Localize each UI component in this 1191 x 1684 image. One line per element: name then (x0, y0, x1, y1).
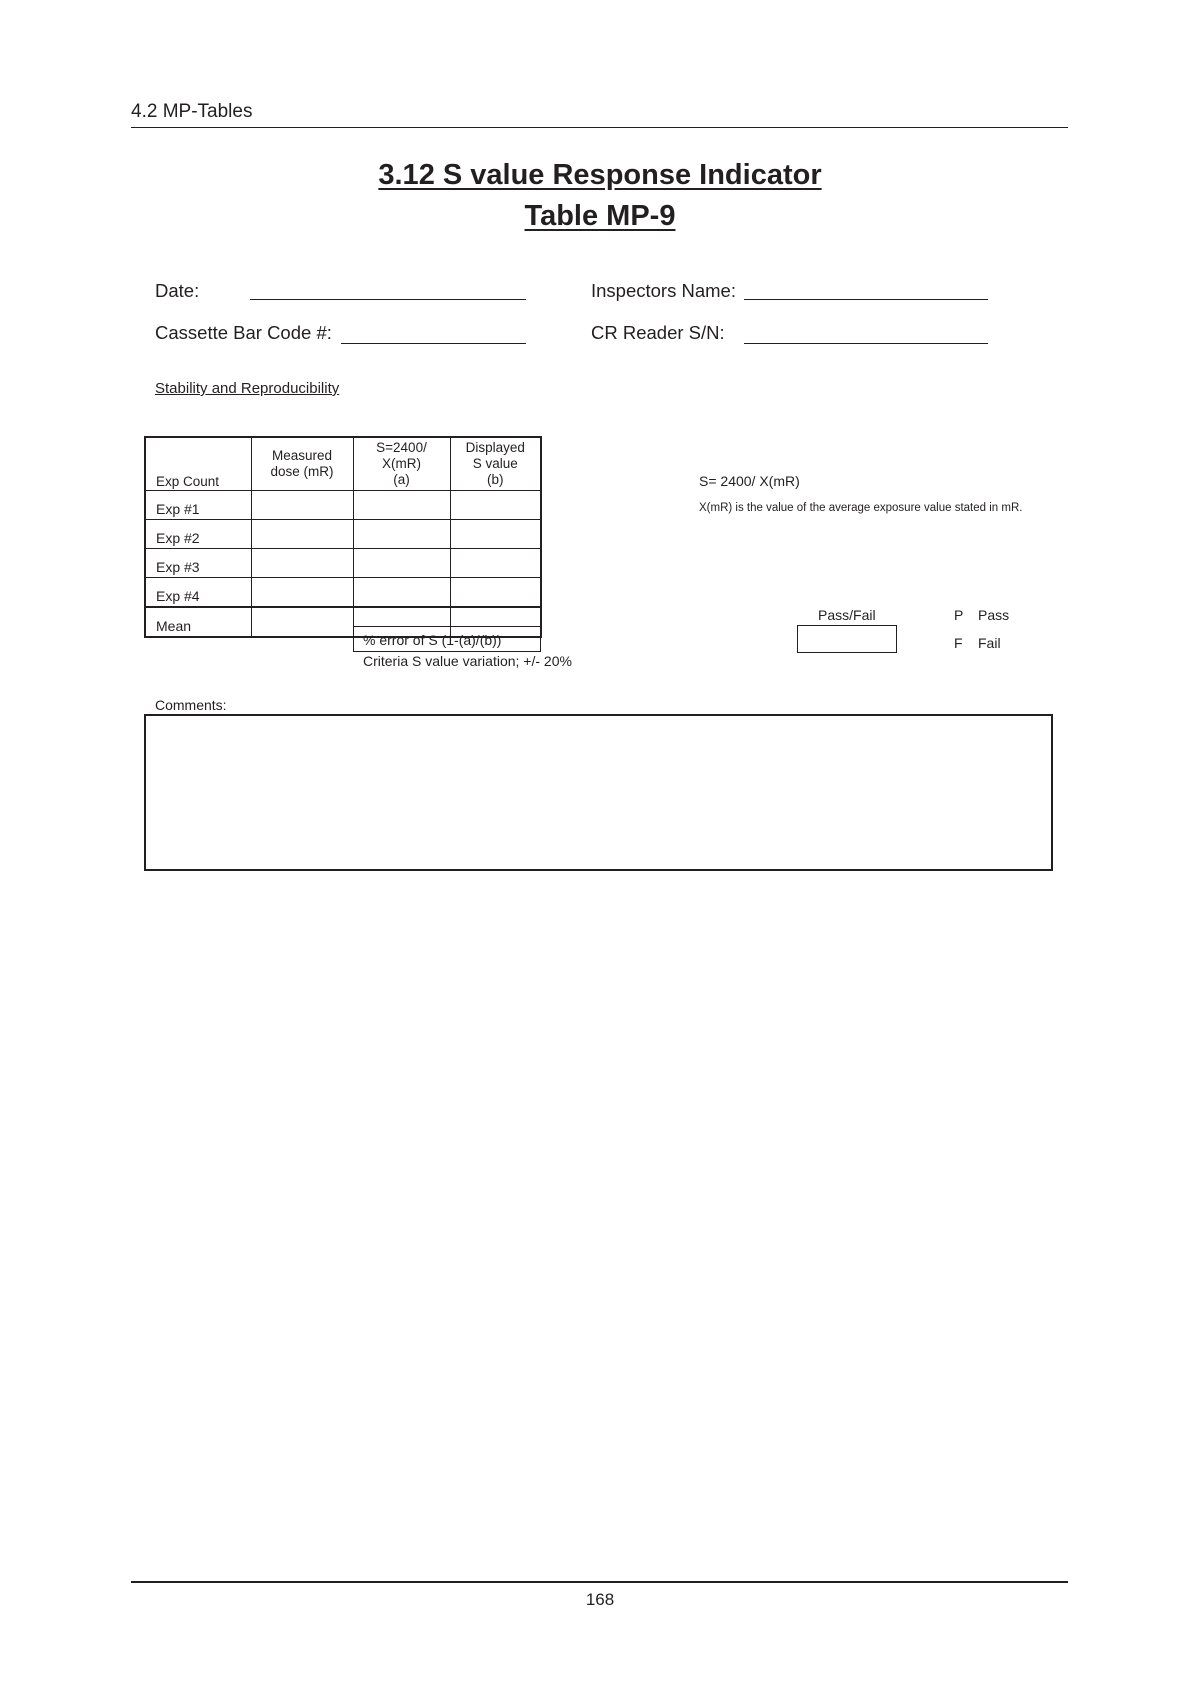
header-displayed-s: Displayed S value (b) (450, 437, 541, 491)
table-cell[interactable] (353, 549, 450, 578)
legend-code-fail: F (954, 635, 963, 651)
table-cell[interactable] (450, 578, 541, 608)
inspector-label: Inspectors Name: (591, 280, 736, 301)
table-row (145, 549, 541, 578)
comments-box[interactable] (144, 714, 1053, 871)
section-header: 4.2 MP-Tables (131, 101, 253, 122)
header-exp-count: Exp Count (145, 437, 251, 491)
cassette-label: Cassette Bar Code #: (155, 322, 332, 343)
table-row (145, 578, 541, 608)
pass-fail-input[interactable] (797, 625, 897, 653)
table-cell[interactable] (353, 491, 450, 520)
table-row (145, 520, 541, 549)
table-cell[interactable] (450, 520, 541, 549)
table-cell[interactable] (251, 578, 353, 608)
legend-text-pass: Pass (978, 607, 1010, 623)
row-label: Exp #2 (145, 520, 251, 549)
page-title: 3.12 S value Response Indicator (378, 159, 822, 191)
table-cell[interactable] (251, 491, 353, 520)
table-cell[interactable] (251, 607, 353, 637)
inspector-field[interactable] (744, 299, 988, 300)
pass-fail-label: Pass/Fail (818, 607, 876, 623)
row-label: Mean (145, 607, 251, 637)
percent-error-box[interactable]: % error of S (1-(a)/(b)) (353, 626, 541, 652)
legend-text-fail: Fail (978, 635, 1001, 651)
reader-label: CR Reader S/N: (591, 322, 725, 343)
header-s-calculated: S=2400/ X(mR) (a) (353, 437, 450, 491)
table-cell[interactable] (450, 491, 541, 520)
row-label: Exp #3 (145, 549, 251, 578)
table-header-row (145, 437, 541, 491)
table-row (145, 491, 541, 520)
subsection-title: Stability and Reproducibility (155, 380, 340, 397)
formula: S= 2400/ X(mR) (699, 473, 800, 489)
row-label: Exp #4 (145, 578, 251, 608)
header-rule (131, 127, 1068, 128)
header-measured-dose: Measured dose (mR) (251, 437, 353, 491)
date-field[interactable] (250, 299, 526, 300)
table-cell[interactable] (251, 549, 353, 578)
date-label: Date: (155, 280, 200, 301)
table-cell[interactable] (353, 578, 450, 608)
formula-note: X(mR) is the value of the average exposure value stated in mR. (699, 502, 1023, 514)
cassette-field[interactable] (341, 343, 526, 344)
measurement-table (144, 436, 542, 638)
table-title: Table MP-9 (524, 200, 676, 232)
page-number: 168 (585, 1590, 615, 1609)
legend-code-pass: P (954, 607, 964, 623)
comments-label: Comments: (155, 697, 227, 713)
table-cell[interactable] (251, 520, 353, 549)
footer-rule (131, 1581, 1068, 1583)
criteria-note: Criteria S value variation; +/- 20% (363, 653, 572, 669)
row-label: Exp #1 (145, 491, 251, 520)
table-cell[interactable] (450, 549, 541, 578)
table-cell[interactable] (353, 520, 450, 549)
reader-field[interactable] (744, 343, 988, 344)
